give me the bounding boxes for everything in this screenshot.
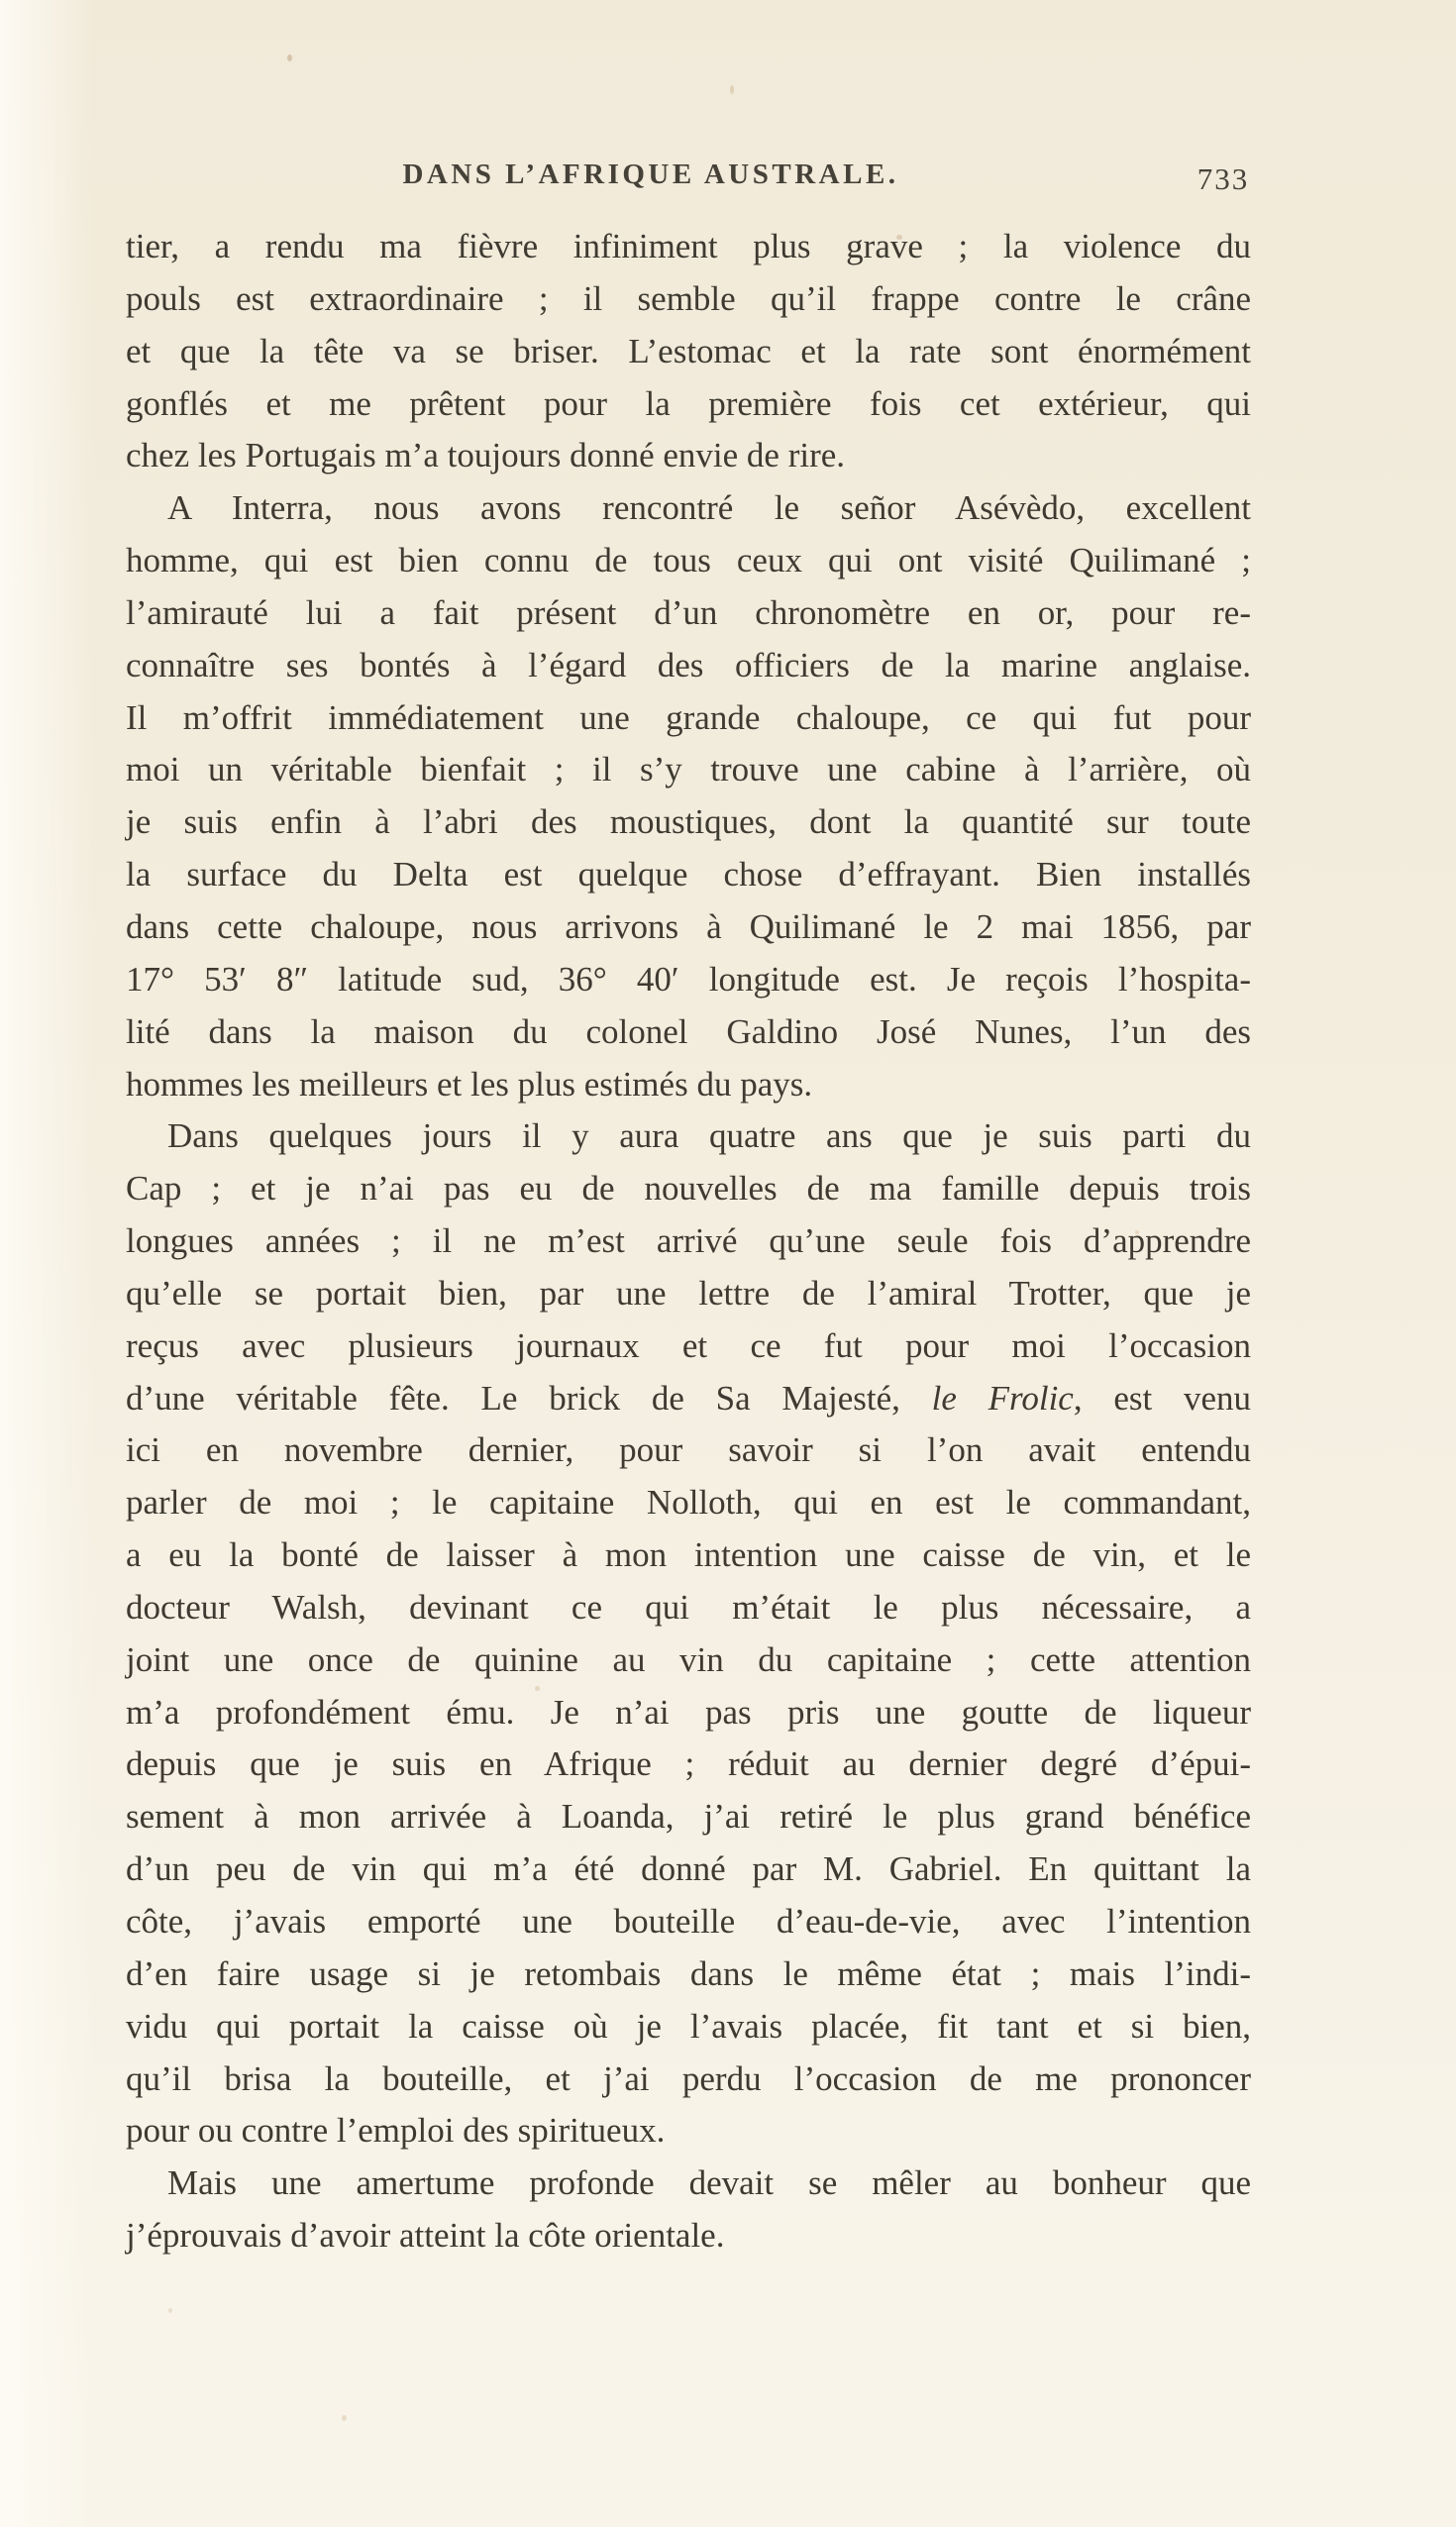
text-line: pour ou contre l’emploi des spiritueux. (126, 2111, 666, 2151)
paper-speck (168, 2308, 172, 2313)
text-line: d’un peu de vin qui m’a été donné par M. Gabriel. En quittant la (126, 1849, 1251, 1889)
page-number: 733 (1196, 161, 1250, 196)
text-line: Mais une amertume profonde devait se mêler au bonheur que (167, 2163, 1251, 2203)
text-line: d’une véritable fête. Le brick de Sa Majesté, le Frolic, est venu (126, 1378, 1251, 1418)
text-line: sement à mon arrivée à Loanda, j’ai retiré le plus grand bénéfice (126, 1797, 1251, 1837)
text-line: qu’il brisa la bouteille, et j’ai perdu l’occasion de me prononcer (126, 2058, 1251, 2098)
text-block (126, 221, 1251, 2263)
paper-speck (287, 54, 292, 61)
paragraph (126, 2158, 1251, 2263)
paragraph (126, 482, 1251, 1110)
text-line: connaître ses bontés à l’égard des officiers de la marine anglaise. (126, 645, 1251, 684)
text-line: qu’elle se portait bien, par une lettre de l’amiral Trotter, que je (126, 1273, 1251, 1313)
running-header-title: DANS L’AFRIQUE AUSTRALE. (402, 158, 899, 190)
paper-speck (342, 2415, 347, 2421)
text-line: depuis que je suis en Afrique ; réduit au dernier degré d’épui- (126, 1744, 1251, 1784)
text-line: je suis enfin à l’abri des moustiques, dont la quantité sur toute (126, 802, 1251, 842)
text-line: 17° 53′ 8″ latitude sud, 36° 40′ longitude est. Je reçois l’hospita- (126, 959, 1251, 999)
text-line: d’en faire usage si je retombais dans le même état ; mais l’indi- (126, 1953, 1251, 1993)
text-line: pouls est extraordinaire ; il semble qu’il frappe contre le crâne (126, 278, 1251, 318)
text-line: reçus avec plusieurs journaux et ce fut pour moi l’occasion (126, 1325, 1251, 1365)
text-line: chez les Portugais m’a toujours donné envie de rire. (126, 436, 846, 475)
text-line: hommes les meilleurs et les plus estimés du pays. (126, 1064, 813, 1104)
paragraph (126, 1110, 1251, 2158)
text-line: tier, a rendu ma fièvre infiniment plus grave ; la violence du (126, 227, 1251, 265)
text-line: dans cette chaloupe, nous arrivons à Quilimané le 2 mai 1856, par (126, 906, 1251, 946)
text-line: l’amirauté lui a fait présent d’un chronomètre en or, pour re- (126, 592, 1251, 632)
text-line: vidu qui portait la caisse où je l’avais placée, fit tant et si bien, (126, 2006, 1251, 2046)
text-line: longues années ; il ne m’est arrivé qu’une seule fois d’apprendre (126, 1221, 1251, 1261)
text-line: et que la tête va se briser. L’estomac et la rate sont énormément (126, 331, 1251, 370)
text-line: a eu la bonté de laisser à mon intention une caisse de vin, et le (126, 1535, 1251, 1575)
text-line: lité dans la maison du colonel Galdino José Nunes, l’un des (126, 1011, 1251, 1051)
text-line: côte, j’avais emporté une bouteille d’eau-de-vie, avec l’intention (126, 1902, 1251, 1941)
text-line: gonflés et me prêtent pour la première fois cet extérieur, qui (126, 383, 1251, 423)
paragraph (126, 221, 1251, 482)
text-line: j’éprouvais d’avoir atteint la côte orientale. (126, 2216, 725, 2256)
text-line: docteur Walsh, devinant ce qui m’était le plus nécessaire, a (126, 1587, 1251, 1627)
text-line: m’a profondément ému. Je n’ai pas pris une goutte de liqueur (126, 1692, 1251, 1732)
paper-speck (730, 85, 734, 94)
text-line: Dans quelques jours il y aura quatre ans que je suis parti du (167, 1116, 1251, 1156)
text-line: homme, qui est bien connu de tous ceux qui ont visité Quilimané ; (126, 541, 1251, 580)
text-line: joint une once de quinine au vin du capitaine ; cette attention (126, 1639, 1251, 1679)
text-line: A Interra, nous avons rencontré le señor Asévèdo, excellent (167, 488, 1251, 528)
text-line: ici en novembre dernier, pour savoir si l’on avait entendu (126, 1430, 1251, 1470)
text-line: Cap ; et je n’ai pas eu de nouvelles de ma famille depuis trois (126, 1169, 1251, 1209)
text-line: Il m’offrit immédiatement une grande chaloupe, ce qui fut pour (126, 697, 1251, 737)
text-line: moi un véritable bienfait ; il s’y trouve une cabine à l’arrière, où (126, 750, 1251, 790)
text-line: parler de moi ; le capitaine Nolloth, qui en est le commandant, (126, 1483, 1251, 1523)
text-line: la surface du Delta est quelque chose d’effrayant. Bien installés (126, 855, 1251, 895)
